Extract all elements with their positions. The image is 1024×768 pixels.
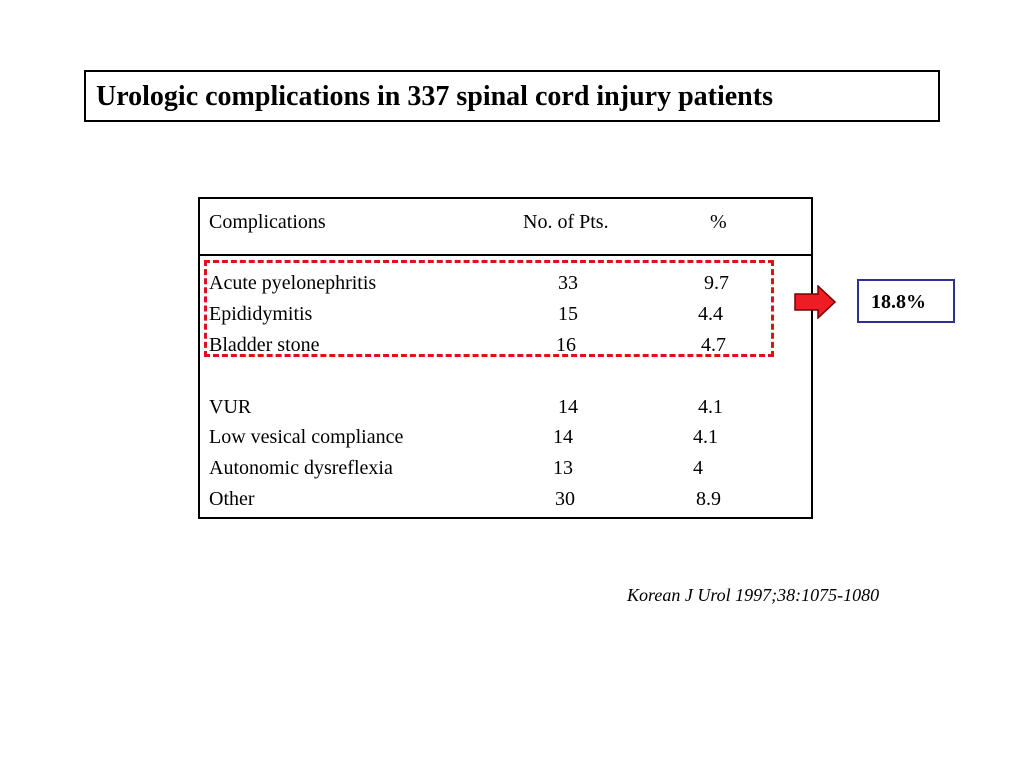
row-3-pts: 16	[556, 334, 576, 356]
row-4-pct: 4.1	[698, 396, 723, 418]
row-1-pts: 33	[558, 272, 578, 294]
row-7-pct: 8.9	[696, 488, 721, 510]
highlight-dashed-box	[204, 260, 774, 357]
complications-table	[198, 197, 813, 519]
row-4-name: VUR	[209, 396, 252, 418]
summary-percent: 18.8%	[871, 291, 926, 313]
row-2-pct: 4.4	[698, 303, 723, 325]
header-patients: No. of Pts.	[523, 211, 609, 233]
summary-percent-box	[857, 279, 955, 323]
citation: Korean J Urol 1997;38:1075-1080	[627, 585, 880, 605]
row-5-name: Low vesical compliance	[209, 426, 404, 448]
row-2-name: Epididymitis	[209, 303, 313, 325]
row-7-pts: 30	[555, 488, 575, 510]
row-6-name: Autonomic dysreflexia	[209, 457, 393, 479]
row-3-name: Bladder stone	[209, 334, 320, 356]
row-7-name: Other	[209, 488, 255, 510]
row-2-pts: 15	[558, 303, 578, 325]
title-box	[84, 70, 940, 122]
row-1-pct: 9.7	[704, 272, 729, 294]
row-4-pts: 14	[558, 396, 578, 418]
row-1-name: Acute pyelonephritis	[209, 272, 377, 294]
row-5-pct: 4.1	[693, 426, 718, 448]
row-3-pct: 4.7	[701, 334, 726, 356]
header-complications: Complications	[209, 211, 326, 233]
right-arrow-icon	[794, 285, 836, 319]
header-percent: %	[710, 211, 727, 233]
slide-title: Urologic complications in 337 spinal cord injury patients	[96, 81, 773, 112]
row-6-pts: 13	[553, 457, 573, 479]
table-header-divider	[200, 254, 811, 256]
row-6-pct: 4	[693, 457, 703, 479]
row-5-pts: 14	[553, 426, 573, 448]
